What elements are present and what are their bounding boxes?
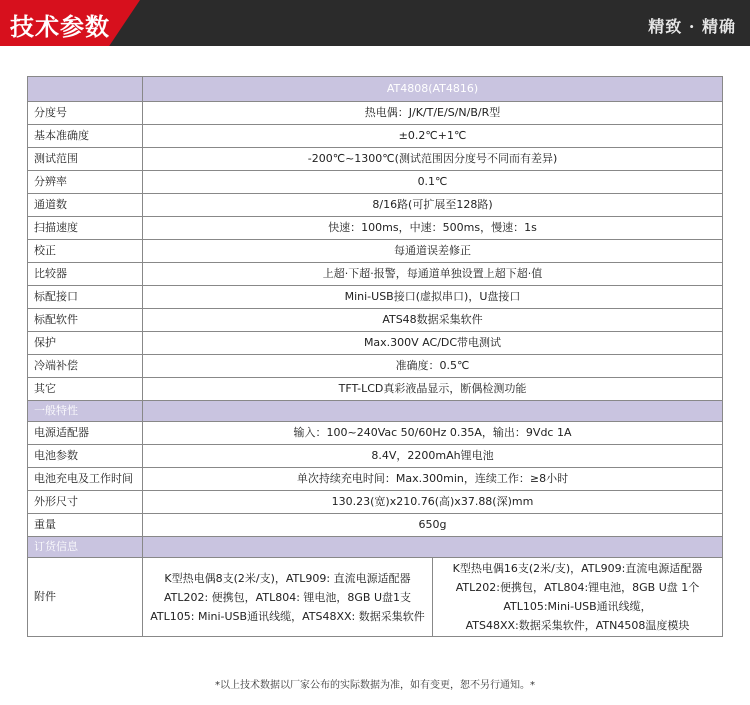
spec-value: TFT-LCD真彩液晶显示，断偶检测功能 xyxy=(143,378,723,401)
spec-value: 准确度：0.5℃ xyxy=(143,355,723,378)
spec-row xyxy=(28,491,723,514)
spec-row xyxy=(28,148,723,171)
spec-row xyxy=(28,514,723,537)
spec-value: 热电偶：J/K/T/E/S/N/B/R型 xyxy=(143,102,723,125)
spec-label: 比较器 xyxy=(28,263,143,286)
spec-row xyxy=(28,240,723,263)
spec-label: 通道数 xyxy=(28,194,143,217)
accessories-left-cell xyxy=(143,558,433,637)
spec-label: 保护 xyxy=(28,332,143,355)
spec-label: 校正 xyxy=(28,240,143,263)
model-name: AT4808(AT4816) xyxy=(143,77,723,102)
spec-label: 冷端补偿 xyxy=(28,355,143,378)
spec-value: 上超·下超·报警，每通道单独设置上超下超·值 xyxy=(143,263,723,286)
spec-row xyxy=(28,286,723,309)
spec-label: 重量 xyxy=(28,514,143,537)
spec-label: 其它 xyxy=(28,378,143,401)
spec-row xyxy=(28,355,723,378)
spec-label: 电源适配器 xyxy=(28,422,143,445)
spec-value: 输入：100~240Vac 50/60Hz 0.35A，输出：9Vdc 1A xyxy=(143,422,723,445)
spec-value: Max.300V AC/DC带电测试 xyxy=(143,332,723,355)
spec-value: 130.23(宽)x210.76(高)x37.88(深)mm xyxy=(143,491,723,514)
section-fill xyxy=(143,537,723,558)
section-general-row xyxy=(28,401,723,422)
model-header-blank xyxy=(28,77,143,102)
accessories-label: 附件 xyxy=(28,558,143,637)
header-bar xyxy=(0,0,750,46)
spec-label: 电池充电及工作时间 xyxy=(28,468,143,491)
model-header-row xyxy=(28,77,723,102)
spec-row xyxy=(28,194,723,217)
section-order-row xyxy=(28,537,723,558)
spec-row xyxy=(28,468,723,491)
spec-label: 测试范围 xyxy=(28,148,143,171)
spec-label: 基本准确度 xyxy=(28,125,143,148)
header-slogan: 精致 · 精确 xyxy=(648,17,736,36)
spec-row xyxy=(28,445,723,468)
spec-row xyxy=(28,378,723,401)
spec-value: -200℃~1300℃(测试范围因分度号不同而有差异) xyxy=(143,148,723,171)
spec-value: 8.4V，2200mAh锂电池 xyxy=(143,445,723,468)
accessory-line: ATL105:Mini-USB通讯线缆， xyxy=(503,600,652,613)
accessory-line: ATS48XX:数据采集软件，ATN4508温度模块 xyxy=(465,619,690,632)
spec-row xyxy=(28,171,723,194)
spec-row xyxy=(28,217,723,240)
spec-label: 外形尺寸 xyxy=(28,491,143,514)
accessory-line: K型热电偶8支(2米/支)，ATL909: 直流电源适配器 xyxy=(164,571,411,585)
spec-value: ATS48数据采集软件 xyxy=(143,309,723,332)
section-fill xyxy=(143,401,723,422)
accessory-line: ATL202:便携包，ATL804:锂电池，8GB U盘 1个 xyxy=(455,581,700,594)
page-title: 技术参数 xyxy=(10,13,110,41)
spec-value: 8/16路(可扩展至128路) xyxy=(143,194,723,217)
spec-label: 电池参数 xyxy=(28,445,143,468)
spec-value: 每通道误差修正 xyxy=(143,240,723,263)
spec-value: 650g xyxy=(143,514,723,537)
spec-value: 单次持续充电时间：Max.300min，连续工作：≥8小时 xyxy=(143,468,723,491)
spec-row xyxy=(28,422,723,445)
footnote: *以上技术数据以厂家公布的实际数据为准，如有变更，恕不另行通知。* xyxy=(215,680,535,691)
spec-row xyxy=(28,263,723,286)
spec-value: 快速：100ms，中速：500ms，慢速：1s xyxy=(143,217,723,240)
spec-label: 分度号 xyxy=(28,102,143,125)
spec-table xyxy=(27,76,723,637)
spec-label: 扫描速度 xyxy=(28,217,143,240)
spec-row xyxy=(28,309,723,332)
spec-value: 0.1℃ xyxy=(143,171,723,194)
spec-value: Mini-USB接口(虚拟串口)，U盘接口 xyxy=(143,286,723,309)
spec-label: 标配软件 xyxy=(28,309,143,332)
spec-row xyxy=(28,102,723,125)
spec-label: 分辨率 xyxy=(28,171,143,194)
spec-value: ±0.2℃+1℃ xyxy=(143,125,723,148)
section-title: 一般特性 xyxy=(28,401,143,422)
spec-row xyxy=(28,125,723,148)
section-title: 订货信息 xyxy=(28,537,143,558)
accessory-line: ATL202: 便携包，ATL804: 锂电池，8GB U盘1支 xyxy=(163,590,412,604)
spec-label: 标配接口 xyxy=(28,286,143,309)
accessory-line: ATL105: Mini-USB通讯线缆，ATS48XX: 数据采集软件 xyxy=(150,609,425,623)
accessories-row xyxy=(28,558,723,637)
accessories-right-cell xyxy=(433,558,723,637)
accessory-line: K型热电偶16支(2米/支)，ATL909:直流电源适配器 xyxy=(452,562,703,575)
spec-row xyxy=(28,332,723,355)
